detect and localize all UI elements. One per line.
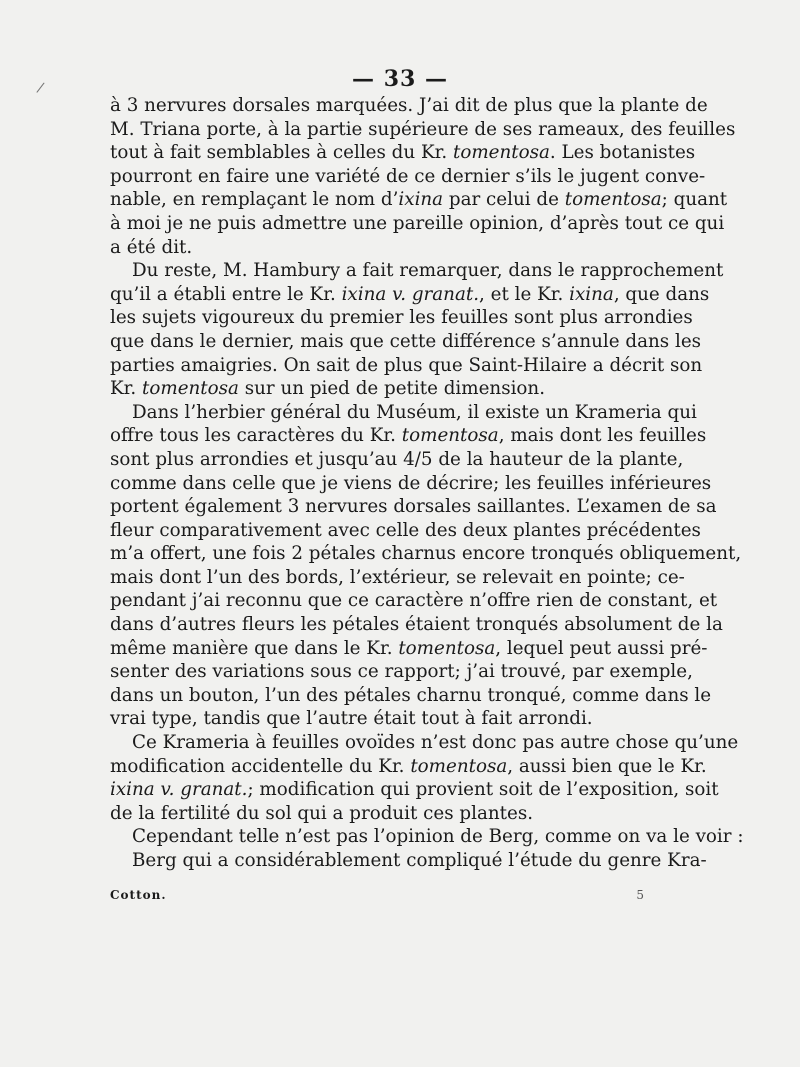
page-footer xyxy=(110,888,645,902)
text-line: à 3 nervures dorsales marquées. J’ai dit de plus que la plante de xyxy=(110,95,708,116)
text-line: parties amaigries. On sait de plus que Saint-Hilaire a décrit son xyxy=(110,354,703,376)
text-line: à moi je ne puis admettre une pareille opinion, d’après tout ce qui xyxy=(110,212,725,234)
text-line: M. Triana porte, à la partie supérieure de ses rameaux, des feuilles xyxy=(110,118,736,140)
text-line: fleur comparativement avec celle des deux plantes précédentes xyxy=(110,519,701,541)
text-line: comme dans celle que je viens de décrire; les feuilles inférieures xyxy=(110,472,712,494)
text-line: de la fertilité du sol qui a produit ces plantes. xyxy=(110,802,534,824)
text-line: les sujets vigoureux du premier les feuilles sont plus arrondies xyxy=(110,307,693,329)
text-line: senter des variations sous ce rapport; j’ai trouvé, par exemple, xyxy=(110,661,693,683)
signature-mark: Cotton. xyxy=(110,888,167,902)
sheet-number: 5 xyxy=(636,888,645,902)
text-line: sont plus arrondies et jusqu’au 4/5 de la hauteur de la plante, xyxy=(110,448,684,470)
margin-pencil-mark: / xyxy=(35,79,46,97)
text-line: Kr. tomentosa sur un pied de petite dimension. xyxy=(110,378,546,400)
text-line: même manière que dans le Kr. tomentosa, lequel peut aussi pré- xyxy=(110,637,708,659)
text-line: pourront en faire une variété de ce dernier s’ils le jugent conve- xyxy=(110,165,706,187)
text-line: Berg qui a considérablement compliqué l’étude du genre Kra- xyxy=(132,850,707,871)
text-line: nable, en remplaçant le nom d’ixina par celui de tomentosa; quant xyxy=(110,189,728,211)
page-number: — 33 — xyxy=(352,66,448,92)
text-line: tout à fait semblables à celles du Kr. tomentosa. Les botanistes xyxy=(110,142,696,164)
text-line: Du reste, M. Hambury a fait remarquer, dans le rapprochement xyxy=(132,260,724,282)
text-line: que dans le dernier, mais que cette différence s’annule dans les xyxy=(110,330,702,352)
body-text xyxy=(110,94,744,873)
text-line: mais dont l’un des bords, l’extérieur, se relevait en pointe; ce- xyxy=(110,566,685,588)
text-line: dans un bouton, l’un des pétales charnu tronqué, comme dans le xyxy=(110,684,712,706)
text-line: Ce Krameria à feuilles ovoïdes n’est donc pas autre chose qu’une xyxy=(132,732,739,754)
text-line: ixina v. granat.; modification qui provient soit de l’exposition, soit xyxy=(110,779,719,801)
text-line: Dans l’herbier général du Muséum, il existe un Krameria qui xyxy=(132,401,697,423)
text-line: qu’il a établi entre le Kr. ixina v. granat., et le Kr. ixina, que dans xyxy=(110,283,710,305)
text-line: modification accidentelle du Kr. tomentosa, aussi bien que le Kr. xyxy=(110,755,707,777)
text-line: a été dit. xyxy=(110,236,193,258)
text-line: Cependant telle n’est pas l’opinion de Berg, comme on va le voir : xyxy=(132,826,744,848)
text-line: portent également 3 nervures dorsales saillantes. L’examen de sa xyxy=(110,496,717,518)
text-line: m’a offert, une fois 2 pétales charnus encore tronqués obliquement, xyxy=(110,543,742,565)
text-line: vrai type, tandis que l’autre était tout à fait arrondi. xyxy=(110,708,593,730)
text-line: dans d’autres fleurs les pétales étaient tronqués absolument de la xyxy=(110,614,723,636)
text-line: offre tous les caractères du Kr. tomentosa, mais dont les feuilles xyxy=(110,425,707,447)
text-line: pendant j’ai reconnu que ce caractère n’offre rien de constant, et xyxy=(110,590,718,612)
